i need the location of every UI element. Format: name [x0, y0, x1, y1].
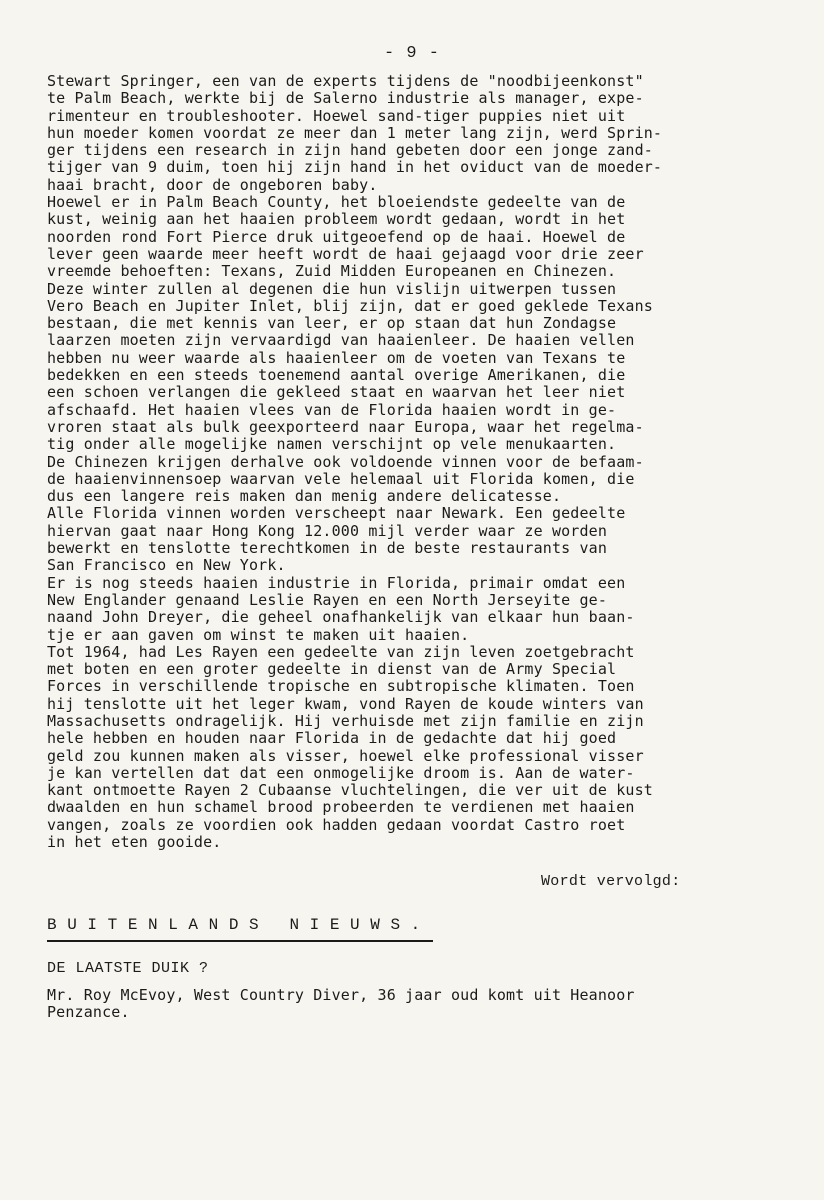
section-underline — [47, 940, 433, 942]
text-line: Forces in verschillende tropische en subtropische klimaten. Toen — [47, 677, 635, 696]
text-line: lever geen waarde meer heeft wordt de haai gejaagd voor drie zeer — [47, 244, 644, 263]
text-line: San Francisco en New York. — [47, 556, 286, 575]
text-line: dus een langere reis maken dan menig andere delicatesse. — [47, 487, 562, 506]
text-line: een schoen verlangen die gekleed staat en waarvan het leer niet — [47, 383, 626, 402]
text-line: Er is nog steeds haaien industrie in Florida, primair omdat een — [47, 573, 626, 592]
article-title: DE LAATSTE DUIK ? — [47, 960, 209, 977]
text-line: tig onder alle mogelijke namen verschijnt op vele menukaarten. — [47, 435, 617, 454]
text-line: vreemde behoeften: Texans, Zuid Midden Europeanen en Chinezen. — [47, 262, 617, 281]
text-line: New Englander genaand Leslie Rayen en een North Jerseyite ge- — [47, 590, 608, 609]
text-line: Vero Beach en Jupiter Inlet, blij zijn, dat er goed geklede Texans — [47, 296, 653, 315]
text-line: geld zou kunnen maken als visser, hoewel elke professional visser — [47, 746, 644, 765]
to-be-continued-note: Wordt vervolgd: — [541, 873, 681, 890]
text-line: hebben nu weer waarde als haaienleer om de voeten van Texans te — [47, 348, 626, 367]
article-body — [47, 73, 787, 851]
article-intro — [47, 987, 787, 1022]
text-line: afschaafd. Het haaien vlees van de Florida haaien wordt in ge- — [47, 400, 617, 419]
text-line: hun moeder komen voordat ze meer dan 1 meter lang zijn, werd Sprin- — [47, 123, 663, 142]
text-line: Deze winter zullen al degenen die hun vislijn uitwerpen tussen — [47, 279, 617, 298]
text-line: dwaalden en hun schamel brood probeerden te verdienen met haaien — [47, 798, 635, 817]
text-line: te Palm Beach, werkte bij de Salerno industrie als manager, expe- — [47, 89, 644, 108]
page-number: - 9 - — [383, 44, 440, 63]
section-heading: B U I T E N L A N D S N I E U W S . — [47, 916, 421, 934]
text-line: bestaan, die met kennis van leer, er op staan dat hun Zondagse — [47, 314, 617, 333]
text-line: hiervan gaat naar Hong Kong 12.000 mijl verder waar ze worden — [47, 521, 608, 540]
text-line: Tot 1964, had Les Rayen een gedeelte van zijn leven zoetgebracht — [47, 642, 635, 661]
text-line: hij tenslotte uit het leger kwam, vond Rayen de koude winters van — [47, 694, 644, 713]
text-line: in het eten gooide. — [47, 833, 222, 852]
text-line: haai bracht, door de ongeboren baby. — [47, 175, 378, 194]
text-line: naand John Dreyer, die geheel onafhankelijk van elkaar hun baan- — [47, 608, 635, 627]
text-line: vroren staat als bulk geexporteerd naar Europa, waar het regelma- — [47, 417, 644, 436]
text-line: Stewart Springer, een van de experts tijdens de "noodbijeenkonst" — [47, 72, 644, 90]
text-line: de haaienvinnensoep waarvan vele helemaal uit Florida komen, die — [47, 469, 635, 488]
text-line: noorden rond Fort Pierce druk uitgeoefend op de haai. Hoewel de — [47, 227, 626, 246]
text-line: je kan vertellen dat dat een onmogelijke droom is. Aan de water- — [47, 763, 635, 782]
text-line: tje er aan gaven om winst te maken uit haaien. — [47, 625, 470, 644]
text-line: vangen, zoals ze voordien ook hadden gedaan voordat Castro roet — [47, 815, 626, 834]
text-line: Hoewel er in Palm Beach County, het bloeiendste gedeelte van de — [47, 193, 626, 212]
text-line: met boten en een groter gedeelte in dienst van de Army Special — [47, 660, 617, 679]
text-line: kant ontmoette Rayen 2 Cubaanse vluchtelingen, die ver uit de kust — [47, 781, 653, 800]
text-line: kust, weinig aan het haaien probleem wordt gedaan, wordt in het — [47, 210, 626, 229]
text-line: Alle Florida vinnen worden verscheept naar Newark. Een gedeelte — [47, 504, 626, 523]
text-line: rimenteur en troubleshooter. Hoewel sand-tiger puppies niet uit — [47, 106, 626, 125]
text-line: bedekken en een steeds toenemend aantal overige Amerikanen, die — [47, 366, 626, 385]
text-line: Massachusetts ondragelijk. Hij verhuisde met zijn familie en zijn — [47, 711, 644, 730]
text-line: ger tijdens een research in zijn hand gebeten door een jonge zand- — [47, 141, 653, 160]
text-line: bewerkt en tenslotte terechtkomen in de beste restaurants van — [47, 539, 608, 558]
text-line: Penzance. — [47, 1003, 130, 1022]
text-line: laarzen moeten zijn vervaardigd van haaienleer. De haaien vellen — [47, 331, 635, 350]
text-line: De Chinezen krijgen derhalve ook voldoende vinnen voor de befaam- — [47, 452, 644, 471]
text-line: Mr. Roy McEvoy, West Country Diver, 36 jaar oud komt uit Heanoor — [47, 986, 635, 1004]
text-line: hele hebben en houden naar Florida in de gedachte dat hij goed — [47, 729, 617, 748]
text-line: tijger van 9 duim, toen hij zijn hand in het oviduct van de moeder- — [47, 158, 663, 177]
